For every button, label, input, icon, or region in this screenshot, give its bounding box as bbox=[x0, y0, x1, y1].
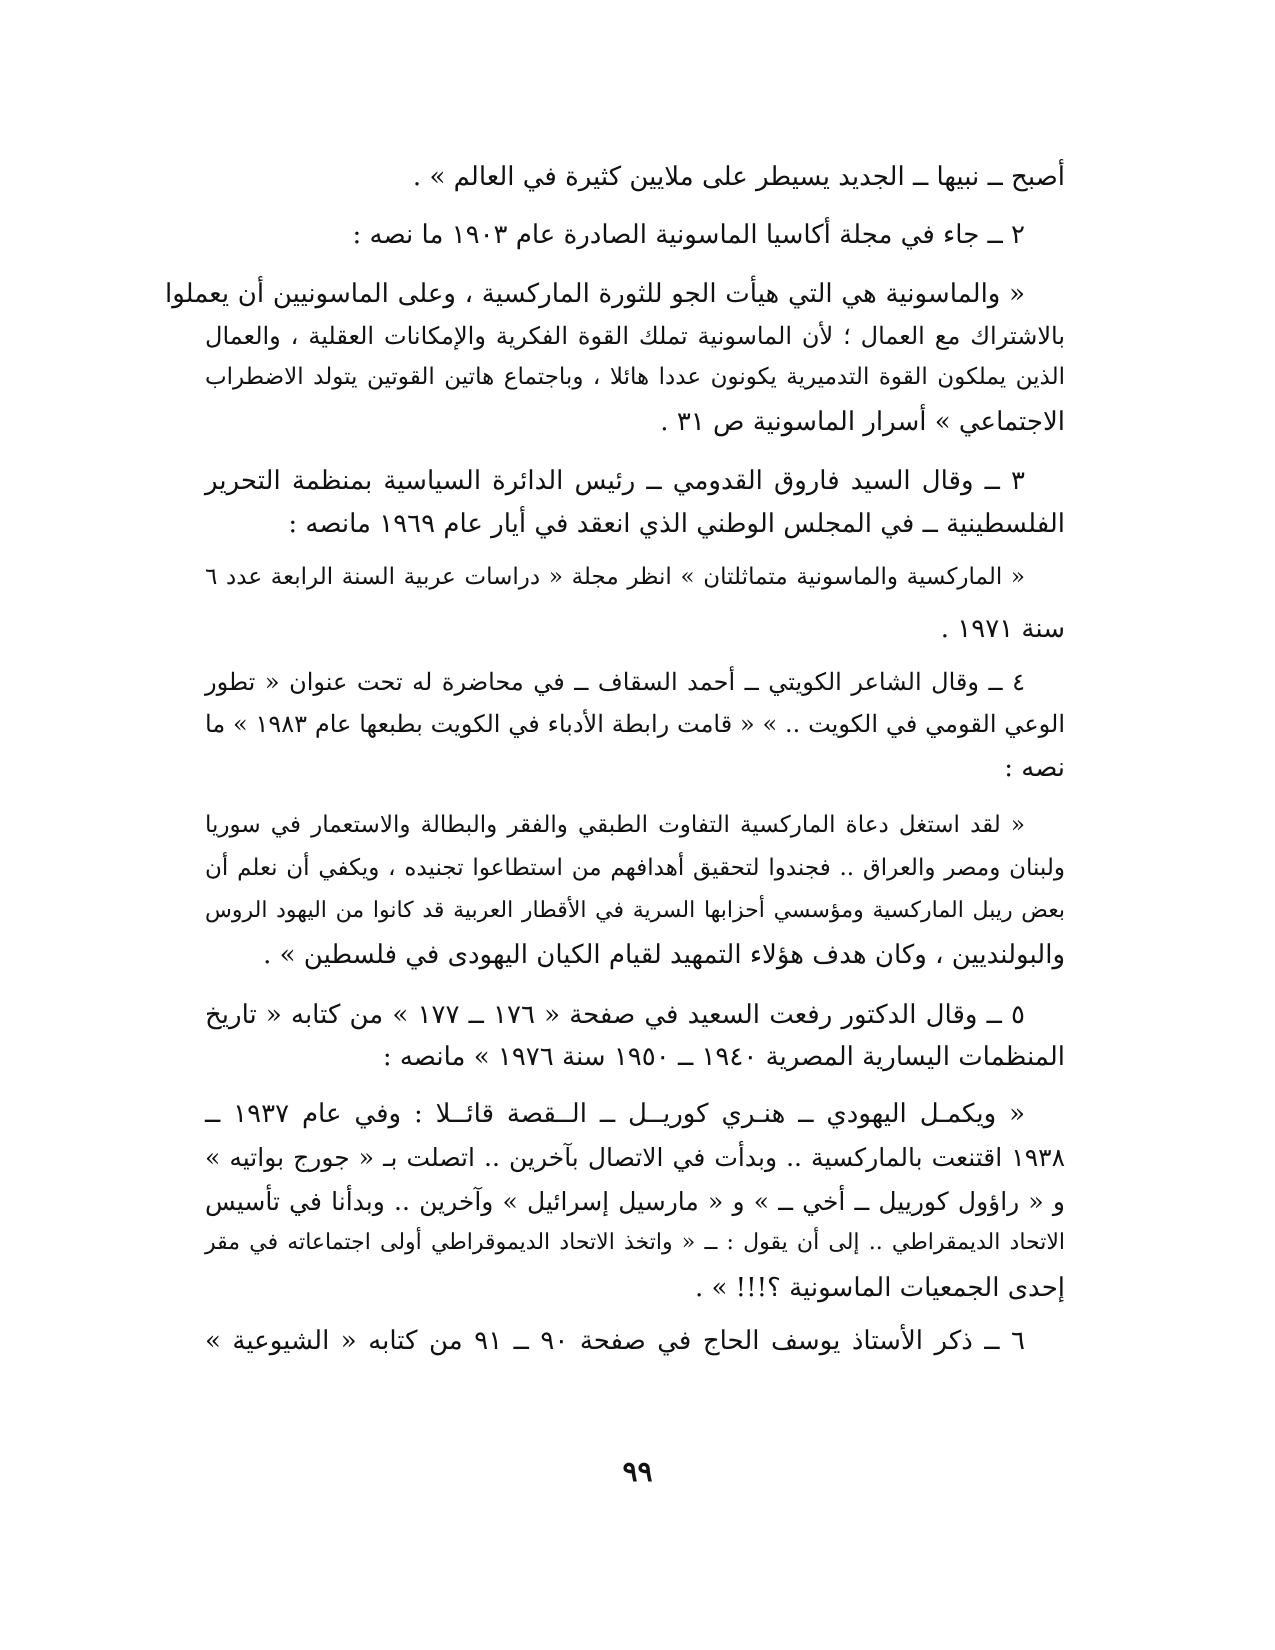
quote-line: « والماسونية هي التي هيأت الجو للثورة الماركسية ، وعلى الماسونيين أن يعملوا bbox=[165, 279, 1025, 309]
item-2-heading: ٢ ــ جاء في مجلة أكاسيا الماسونية الصادرة عام ١٩٠٣ ما نصه : bbox=[352, 220, 1025, 250]
quote-line: بالاشتراك مع العمال ؛ لأن الماسونية تملك القوة الفكرية والإمكانات العقلية ، والعمال bbox=[205, 322, 1065, 350]
quote-line: ولبنان ومصر والعراق .. فجندوا لتحقيق أهدافهم من استطاعوا تجنيده ، ويكفي أن نعلم أن bbox=[205, 855, 1065, 881]
quote-line: « الماركسية والماسونية متماثلتان » انظر مجلة « دراسات عربية السنة الرابعة عدد ٦ bbox=[205, 564, 1025, 590]
page-number: ٩٩ bbox=[622, 1455, 653, 1488]
quote-line: « ويكمـل اليهودي ــ هنـري كوريــل ــ الــقصة قائــلا : وفي عام ١٩٣٧ ــ bbox=[205, 1099, 1026, 1129]
item-5-heading: ٥ ــ وقال الدكتور رفعت السعيد في صفحة « ١٧٦ ــ ١٧٧ » من كتابه « تاريخ bbox=[205, 1000, 1025, 1030]
quote-line: « لقد استغل دعاة الماركسية التفاوت الطبقي والفقر والبطالة والاستعمار في سوريا bbox=[205, 812, 1025, 838]
item-6-heading: ٦ ــ ذكر الأستاذ يوسف الحاج في صفحة ٩٠ ــ ٩١ من كتابه « الشيوعية » bbox=[205, 1326, 1026, 1356]
item-3-heading: ٣ ــ وقال السيد فاروق القدومي ــ رئيس الدائرة السياسية بمنظمة التحرير bbox=[205, 466, 1025, 496]
quote-line: سنة ١٩٧١ . bbox=[940, 614, 1065, 644]
text-line: المنظمات اليسارية المصرية ١٩٤٠ ــ ١٩٥٠ سنة ١٩٧٦ » مانصه : bbox=[382, 1042, 1065, 1072]
quote-line: الاتحاد الديمقراطي .. إلى أن يقول : ــ « واتخذ الاتحاد الديموقراطي أولى اجتماعاته في مقر bbox=[205, 1230, 1065, 1255]
text-line: الوعي القومي في الكويت .. » « قامت رابطة الأدباء في الكويت بطبعها عام ١٩٨٣ » ما bbox=[205, 710, 1066, 738]
item-4-heading: ٤ ــ وقال الشاعر الكويتي ــ أحمد السقاف ــ في محاضرة له تحت عنوان « تطور bbox=[205, 668, 1025, 696]
quote-line: بعض ريبل الماركسية ومؤسسي أحزابها السرية في الأقطار العربية قد كانوا من اليهود الروس bbox=[205, 898, 1065, 923]
quote-line: والبولنديين ، وكان هدف هؤلاء التمهيد لقيام الكيان اليهودى في فلسطين » . bbox=[263, 940, 1065, 970]
quote-line: ١٩٣٨ اقتنعت بالماركسية .. وبدأت في الاتصال بآخرين .. اتصلت بـ « جورج بواتيه » bbox=[205, 1143, 1065, 1172]
text-line: الفلسطينية ــ في المجلس الوطني الذي انعقد في أيار عام ١٩٦٩ مانصه : bbox=[288, 509, 1065, 539]
text-line: أصبح ــ نبيها ــ الجديد يسيطر على ملايين كثيرة في العالم » . bbox=[412, 162, 1065, 192]
quote-line: الاجتماعي » أسرار الماسونية ص ٣١ . bbox=[660, 407, 1065, 437]
quote-line: و « راؤول كورييل ــ أخي ــ » و « مارسيل إسرائيل » وآخرين .. وبدأنا في تأسيس bbox=[205, 1187, 1065, 1216]
quote-line: الذين يملكون القوة التدميرية يكونون عددا هائلا ، وباجتماع هاتين القوتين يتولد الاضطراب bbox=[205, 364, 1065, 390]
quote-line: إحدى الجمعيات الماسونية ؟!!! » . bbox=[694, 1273, 1065, 1303]
text-line: نصه : bbox=[1004, 753, 1065, 783]
